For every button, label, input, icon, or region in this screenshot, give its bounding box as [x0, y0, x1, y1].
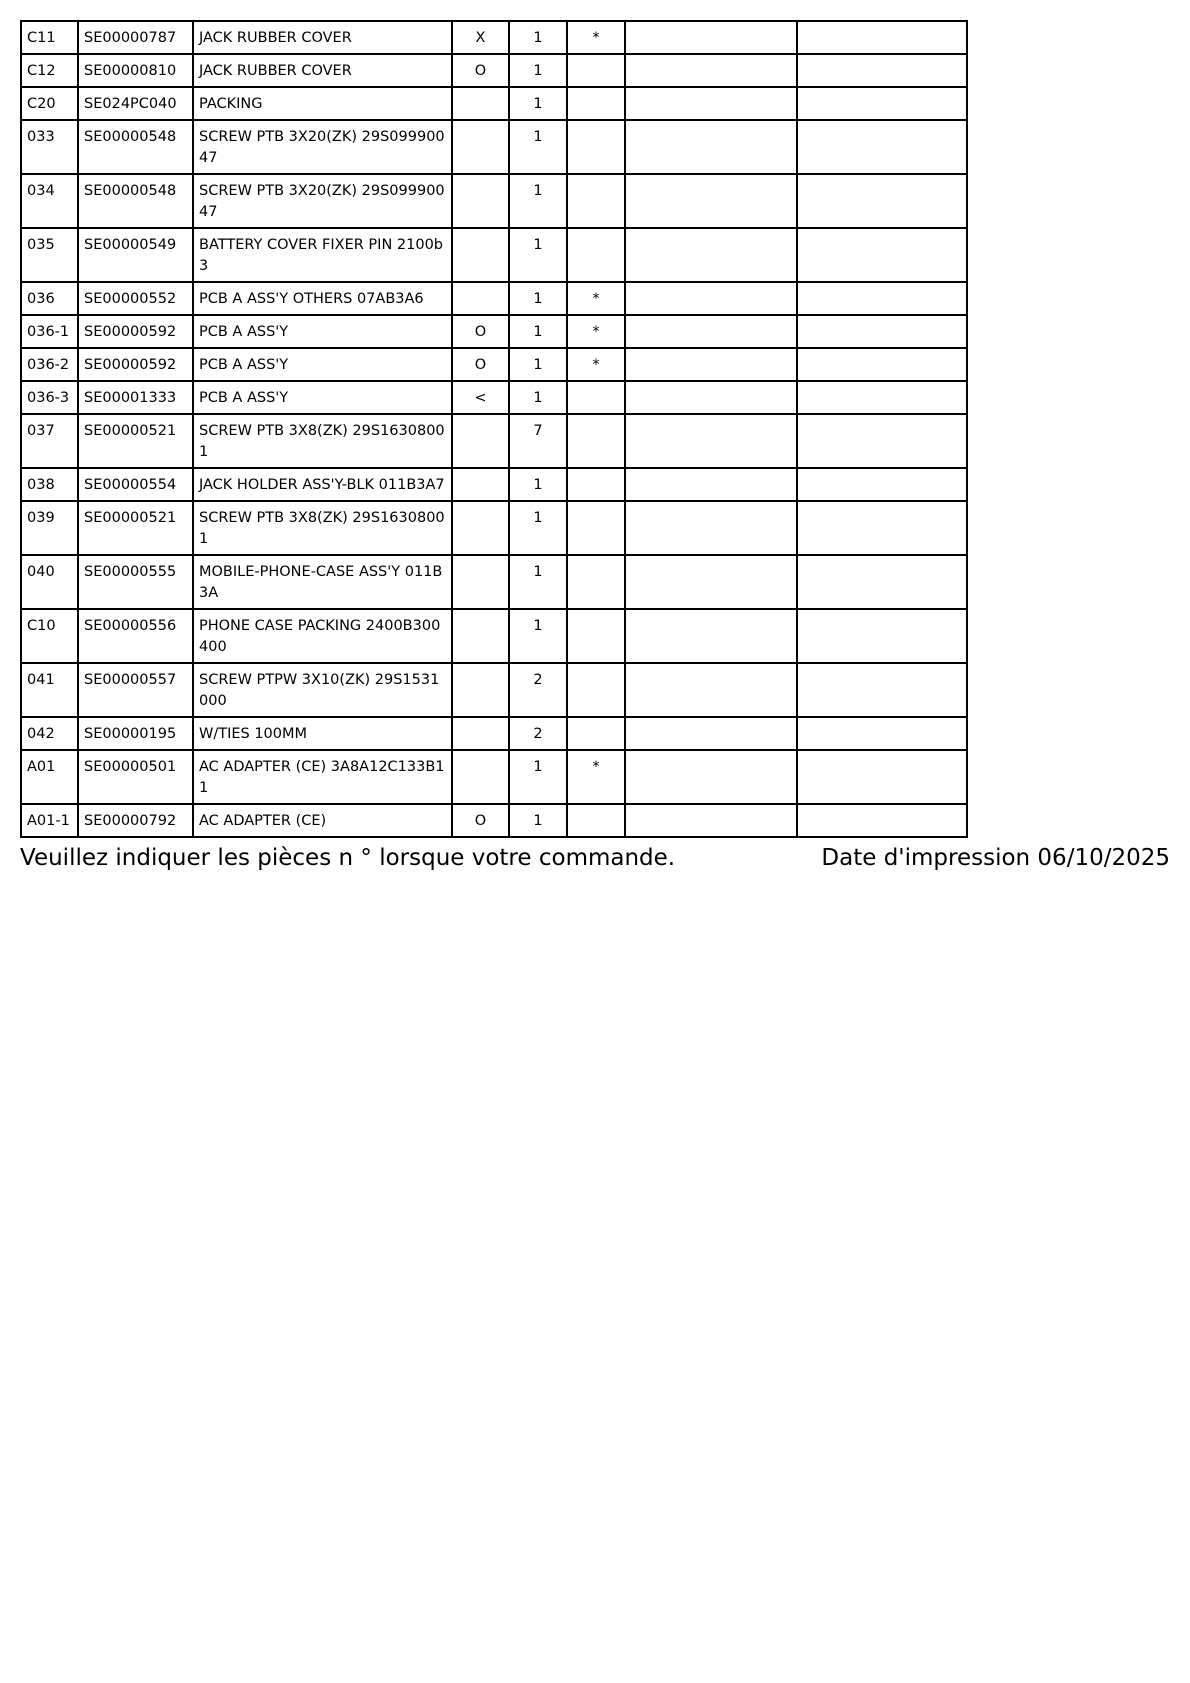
cell-blank-1 — [625, 120, 797, 174]
cell-blank-2 — [797, 54, 967, 87]
cell-blank-2 — [797, 717, 967, 750]
cell-flag: * — [567, 282, 625, 315]
cell-description: PHONE CASE PACKING 2400B300400 — [193, 609, 452, 663]
cell-quantity: 1 — [509, 282, 567, 315]
cell-description: BATTERY COVER FIXER PIN 2100b3 — [193, 228, 452, 282]
cell-ref: C11 — [21, 21, 78, 54]
cell-mark — [452, 555, 509, 609]
cell-part-number: SE00000501 — [78, 750, 193, 804]
cell-ref: 038 — [21, 468, 78, 501]
cell-blank-1 — [625, 54, 797, 87]
cell-part-number: SE00000521 — [78, 414, 193, 468]
cell-flag — [567, 717, 625, 750]
cell-part-number: SE00000549 — [78, 228, 193, 282]
cell-mark — [452, 609, 509, 663]
cell-part-number: SE00000787 — [78, 21, 193, 54]
cell-blank-1 — [625, 315, 797, 348]
cell-part-number: SE00000548 — [78, 120, 193, 174]
cell-mark — [452, 750, 509, 804]
cell-description: SCREW PTB 3X20(ZK) 29S09990047 — [193, 120, 452, 174]
cell-ref: 036-2 — [21, 348, 78, 381]
cell-blank-1 — [625, 750, 797, 804]
table-row — [21, 87, 967, 120]
cell-blank-1 — [625, 609, 797, 663]
cell-mark — [452, 414, 509, 468]
cell-mark — [452, 282, 509, 315]
cell-description: W/TIES 100MM — [193, 717, 452, 750]
table-row — [21, 120, 967, 174]
cell-flag — [567, 381, 625, 414]
cell-description: AC ADAPTER (CE) 3A8A12C133B11 — [193, 750, 452, 804]
cell-flag: * — [567, 21, 625, 54]
cell-quantity: 1 — [509, 555, 567, 609]
cell-mark — [452, 717, 509, 750]
cell-part-number: SE00000548 — [78, 174, 193, 228]
cell-mark: < — [452, 381, 509, 414]
cell-blank-2 — [797, 282, 967, 315]
cell-flag — [567, 87, 625, 120]
cell-description: MOBILE-PHONE-CASE ASS'Y 011B3A — [193, 555, 452, 609]
cell-blank-1 — [625, 228, 797, 282]
cell-part-number: SE00000592 — [78, 348, 193, 381]
table-row — [21, 468, 967, 501]
cell-ref: 036-3 — [21, 381, 78, 414]
cell-blank-1 — [625, 501, 797, 555]
table-row — [21, 414, 967, 468]
table-row — [21, 804, 967, 837]
cell-part-number: SE00000195 — [78, 717, 193, 750]
cell-ref: 034 — [21, 174, 78, 228]
cell-blank-2 — [797, 663, 967, 717]
cell-mark — [452, 120, 509, 174]
cell-part-number: SE024PC040 — [78, 87, 193, 120]
cell-blank-1 — [625, 87, 797, 120]
cell-quantity: 1 — [509, 348, 567, 381]
cell-part-number: SE00000810 — [78, 54, 193, 87]
cell-mark — [452, 87, 509, 120]
cell-blank-2 — [797, 348, 967, 381]
table-row — [21, 501, 967, 555]
cell-quantity: 1 — [509, 174, 567, 228]
cell-ref: C20 — [21, 87, 78, 120]
cell-blank-2 — [797, 228, 967, 282]
cell-description: PCB A ASS'Y — [193, 381, 452, 414]
cell-blank-1 — [625, 663, 797, 717]
cell-quantity: 2 — [509, 663, 567, 717]
parts-table — [20, 20, 968, 838]
cell-description: JACK RUBBER COVER — [193, 21, 452, 54]
cell-description: SCREW PTB 3X8(ZK) 29S16308001 — [193, 414, 452, 468]
cell-blank-1 — [625, 348, 797, 381]
table-row — [21, 555, 967, 609]
cell-blank-1 — [625, 717, 797, 750]
cell-description: PCB A ASS'Y OTHERS 07AB3A6 — [193, 282, 452, 315]
cell-quantity: 1 — [509, 21, 567, 54]
cell-blank-1 — [625, 804, 797, 837]
cell-blank-2 — [797, 468, 967, 501]
cell-mark — [452, 501, 509, 555]
table-row — [21, 609, 967, 663]
cell-blank-1 — [625, 414, 797, 468]
cell-flag: * — [567, 750, 625, 804]
cell-flag — [567, 804, 625, 837]
cell-ref: A01 — [21, 750, 78, 804]
cell-part-number: SE00000521 — [78, 501, 193, 555]
cell-description: SCREW PTB 3X8(ZK) 29S16308001 — [193, 501, 452, 555]
cell-quantity: 1 — [509, 315, 567, 348]
table-row — [21, 282, 967, 315]
table-row — [21, 315, 967, 348]
cell-flag — [567, 609, 625, 663]
cell-flag — [567, 54, 625, 87]
cell-blank-2 — [797, 414, 967, 468]
table-row — [21, 663, 967, 717]
cell-ref: 041 — [21, 663, 78, 717]
cell-blank-1 — [625, 282, 797, 315]
cell-ref: 036 — [21, 282, 78, 315]
cell-flag — [567, 663, 625, 717]
cell-blank-1 — [625, 21, 797, 54]
cell-flag — [567, 501, 625, 555]
cell-ref: 036-1 — [21, 315, 78, 348]
cell-blank-2 — [797, 21, 967, 54]
cell-flag — [567, 468, 625, 501]
cell-quantity: 7 — [509, 414, 567, 468]
cell-blank-2 — [797, 555, 967, 609]
cell-ref: 042 — [21, 717, 78, 750]
cell-ref: 033 — [21, 120, 78, 174]
cell-blank-1 — [625, 555, 797, 609]
cell-part-number: SE00000554 — [78, 468, 193, 501]
cell-description: PCB A ASS'Y — [193, 348, 452, 381]
cell-ref: C12 — [21, 54, 78, 87]
cell-mark: O — [452, 348, 509, 381]
cell-quantity: 1 — [509, 120, 567, 174]
cell-quantity: 1 — [509, 804, 567, 837]
cell-part-number: SE00001333 — [78, 381, 193, 414]
cell-blank-1 — [625, 381, 797, 414]
cell-blank-2 — [797, 501, 967, 555]
parts-table-body — [21, 21, 967, 837]
cell-flag — [567, 120, 625, 174]
cell-ref: 039 — [21, 501, 78, 555]
cell-part-number: SE00000557 — [78, 663, 193, 717]
cell-blank-2 — [797, 750, 967, 804]
cell-mark: O — [452, 315, 509, 348]
cell-mark — [452, 468, 509, 501]
cell-ref: 035 — [21, 228, 78, 282]
cell-quantity: 1 — [509, 750, 567, 804]
cell-blank-2 — [797, 804, 967, 837]
cell-flag — [567, 174, 625, 228]
cell-blank-2 — [797, 87, 967, 120]
cell-ref: C10 — [21, 609, 78, 663]
cell-part-number: SE00000792 — [78, 804, 193, 837]
cell-blank-1 — [625, 174, 797, 228]
cell-part-number: SE00000556 — [78, 609, 193, 663]
print-date: Date d'impression 06/10/2025 — [821, 845, 1170, 871]
cell-description: PACKING — [193, 87, 452, 120]
cell-mark — [452, 663, 509, 717]
cell-flag — [567, 228, 625, 282]
table-row — [21, 381, 967, 414]
cell-part-number: SE00000555 — [78, 555, 193, 609]
cell-description: SCREW PTB 3X20(ZK) 29S09990047 — [193, 174, 452, 228]
cell-description: JACK HOLDER ASS'Y-BLK 011B3A7 — [193, 468, 452, 501]
cell-blank-1 — [625, 468, 797, 501]
table-row — [21, 54, 967, 87]
order-instruction-note: Veuillez indiquer les pièces n ° lorsque votre commande. — [20, 845, 676, 871]
cell-blank-2 — [797, 315, 967, 348]
cell-part-number: SE00000592 — [78, 315, 193, 348]
cell-flag — [567, 414, 625, 468]
cell-mark: O — [452, 54, 509, 87]
cell-flag: * — [567, 315, 625, 348]
table-row — [21, 750, 967, 804]
cell-quantity: 1 — [509, 54, 567, 87]
cell-ref: 040 — [21, 555, 78, 609]
cell-mark: X — [452, 21, 509, 54]
cell-quantity: 2 — [509, 717, 567, 750]
cell-quantity: 1 — [509, 87, 567, 120]
cell-mark — [452, 174, 509, 228]
cell-ref: A01-1 — [21, 804, 78, 837]
cell-part-number: SE00000552 — [78, 282, 193, 315]
cell-description: PCB A ASS'Y — [193, 315, 452, 348]
table-row — [21, 228, 967, 282]
table-row — [21, 21, 967, 54]
cell-description: SCREW PTPW 3X10(ZK) 29S1531000 — [193, 663, 452, 717]
cell-description: AC ADAPTER (CE) — [193, 804, 452, 837]
cell-quantity: 1 — [509, 381, 567, 414]
cell-quantity: 1 — [509, 228, 567, 282]
table-row — [21, 174, 967, 228]
cell-mark: O — [452, 804, 509, 837]
cell-ref: 037 — [21, 414, 78, 468]
table-row — [21, 717, 967, 750]
cell-blank-2 — [797, 174, 967, 228]
cell-blank-2 — [797, 120, 967, 174]
table-row — [21, 348, 967, 381]
cell-flag: * — [567, 348, 625, 381]
cell-blank-2 — [797, 609, 967, 663]
cell-quantity: 1 — [509, 609, 567, 663]
cell-flag — [567, 555, 625, 609]
cell-description: JACK RUBBER COVER — [193, 54, 452, 87]
cell-blank-2 — [797, 381, 967, 414]
cell-mark — [452, 228, 509, 282]
cell-quantity: 1 — [509, 501, 567, 555]
cell-quantity: 1 — [509, 468, 567, 501]
